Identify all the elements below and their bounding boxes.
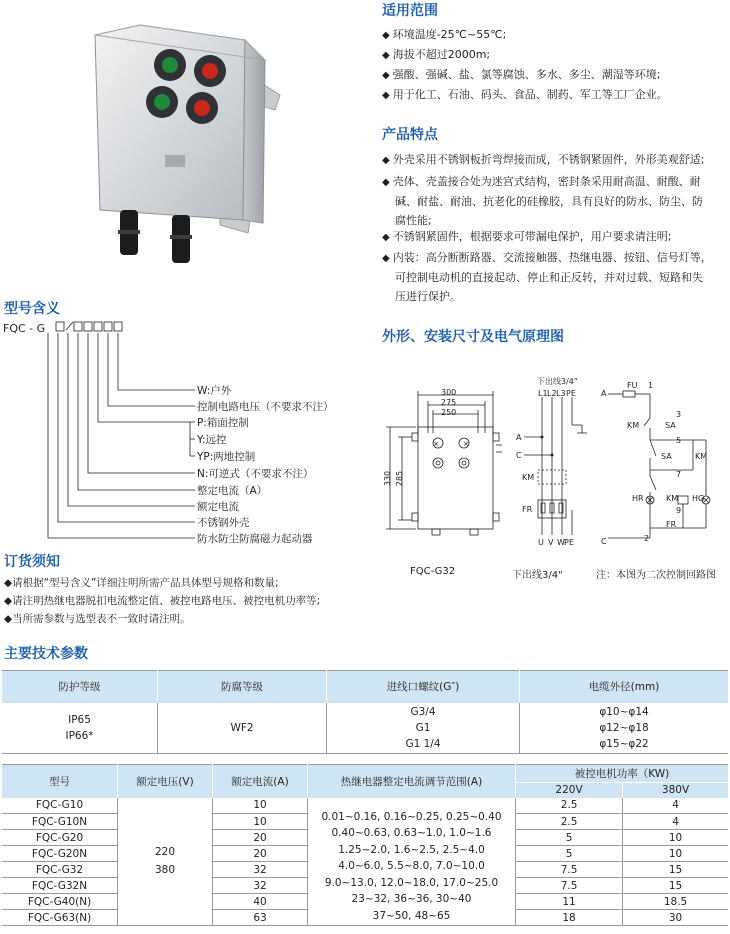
ctrl-label-km1: KM [627,421,640,430]
table-row [2,798,728,814]
td-power-220: 2.5 [516,798,623,814]
td-model: FQC-G32 [2,862,118,878]
td-power-220: 5 [516,830,623,846]
td-model: FQC-G40(N) [2,894,118,910]
dim-300: 300 [441,388,457,397]
ctrl-label-1: 1 [648,381,654,390]
product-photo [80,5,300,270]
ctrl-label-3: 3 [676,410,682,419]
td-power-380: 18.5 [623,894,728,910]
th-current: 额定电流(A) [213,765,308,798]
td-model: FQC-G10N [2,814,118,830]
wire-bottom-label: 下出线3/4" [512,570,563,581]
bullet-diamond-icon: ◆ [382,30,390,41]
ctrl-label-fu: FU [627,381,638,390]
main-label-a: A [516,433,522,442]
feature-item: ◆ 壳体、壳盖接合处为迷宫式结构，密封条采用耐高温、耐酸、耐 碱、耐盐、耐油、抗老化的硅橡胶，具有良好的防水、防尘、防 腐性能; [382,175,703,227]
ctrl-label-2: 2 [644,534,650,543]
main-label-fr: FR [522,505,533,514]
feature-item: ◆ 外壳采用不锈钢板折弯焊接而成，不锈钢紧固件，外形美观舒适; [382,153,705,166]
main-label-w: W [557,538,565,547]
model-label-p: P:箱面控制 [197,417,249,429]
range-value: 37~50, 48~65 [372,909,451,922]
dim-285: 285 [395,470,405,487]
spec-table-protection [2,670,728,754]
td-current: 10 [213,798,308,814]
model-label-starter: 防水防尘防腐磁力起动器 [197,533,313,545]
voltage-value: 380 [154,864,176,877]
td-power-380: 15 [623,878,728,894]
range-value: 4.0~6.0, 5.5~8.0, 7.0~10.0 [338,860,485,872]
td-power-220: 11 [516,894,623,910]
apply-range-item: ◆ 用于化工、石油、码头、食品、制药、军工等工厂企业。 [382,88,668,101]
td-model: FQC-G20N [2,846,118,862]
model-label-n: N:可逆式（不要求不注） [197,468,314,480]
td-thread: G3/4 G1 G1 1/4 [327,703,520,754]
drawing-title: 外形、安装尺寸及电气原理图 [382,329,564,345]
main-label-c: C [516,451,522,460]
main-label-l1: L1 [538,389,548,398]
th-thread: 进线口螺纹(G″) [327,671,520,703]
td-current: 40 [213,894,308,910]
range-value: 0.01~0.16, 0.16~0.25, 0.25~0.40 [321,810,502,823]
model-label-yp: YP:两地控制 [197,451,256,463]
ctrl-label-7: 7 [676,470,682,479]
dim-275: 275 [441,398,457,407]
model-label-y: Y:远控 [197,434,227,446]
td-voltage [118,798,213,926]
feature-item: ◆ 不锈钢紧固件，根据要求可带漏电保护，用户要求请注明; [382,230,672,243]
td-power-380: 10 [623,846,728,862]
spec-table-models [2,764,728,926]
th-380v: 380V [623,783,728,798]
td-power-220: 7.5 [516,878,623,894]
bullet-diamond-icon: ◆ [382,90,390,101]
feature-item: ◆ 内装：高分断断路器、交流接触器、热继电器、按钮、信号灯等， 可控制电动机的直接起动、停止和正反转，并对过载、短路和失 压进行保护。 [382,251,712,303]
order-note-item: ◆当所需参数与选型表不一致时请注明。 [4,613,191,625]
model-label-rated-current: 额定电流 [197,501,239,513]
bullet-diamond-icon: ◆ [382,50,390,61]
th-power: 被控电机功率（KW) [516,765,729,783]
tech-params-title: 主要技术参数 [4,646,88,662]
td-cable: φ10~φ14 φ12~φ18 φ15~φ22 [599,705,649,750]
dim-250: 250 [441,408,457,417]
td-current: 32 [213,862,308,878]
range-value: 23~32, 36~36, 30~40 [351,893,472,905]
main-label-v: V [548,538,554,547]
th-protection: 防护等级 [2,671,158,703]
td-model: FQC-G63(N) [2,910,118,926]
td-model: FQC-G10 [2,798,118,814]
td-model: FQC-G32N [2,878,118,894]
main-label-l3: L3 [556,389,566,398]
main-label-pe2: PE [564,538,574,547]
apply-range-item: ◆ 强酸、强碱、盐、氯等腐蚀、多水、多尘、潮湿等环境; [382,68,661,81]
apply-range-title: 适用范围 [382,3,438,19]
range-value: 1.25~2.0, 1.6~2.5, 2.5~4.0 [338,843,485,856]
ctrl-label-km2: KM [695,452,708,461]
td-power-380: 4 [623,814,728,830]
ctrl-label-fr: FR [666,520,677,529]
main-circuit-diagram [512,385,597,550]
svg-text:×: × [433,440,439,448]
dim-330: 330 [383,470,393,487]
model-label-set-current: 整定电流（A） [197,485,268,497]
model-meaning-title: 型号含义 [4,301,60,317]
model-tree-lines [0,320,200,545]
ctrl-label-c: C [601,537,607,546]
bullet-diamond-icon: ◆ [382,177,390,188]
range-value: 9.0~13.0, 12.0~18.0, 17.0~25.0 [324,876,499,889]
th-range: 热继电器整定电流调节范围(A) [308,765,516,798]
features-title: 产品特点 [382,127,438,143]
td-power-220: 18 [516,910,623,926]
control-circuit-diagram [598,378,728,550]
bullet-diamond-icon: ◆ [4,595,13,607]
td-range [308,798,516,926]
main-label-u: U [538,538,544,547]
main-label-km: KM [522,473,535,482]
ctrl-label-5: 5 [676,436,682,445]
bullet-diamond-icon: ◆ [382,155,390,166]
wire-top-label: 下出线3/4" [537,377,578,386]
voltage-value: 220 [154,846,176,859]
ctrl-label-sa1: SA [665,421,676,430]
td-power-380: 4 [623,798,728,814]
circuit-note: 注：本图为二次控制回路图 [596,570,716,581]
svg-text:×: × [463,440,469,448]
td-power-380: 15 [623,862,728,878]
th-cable: 电缆外径(mm) [520,671,729,703]
ctrl-label-9: 9 [676,506,682,515]
td-power-380: 30 [623,910,728,926]
th-voltage: 额定电压(V) [118,765,213,798]
td-current: 32 [213,878,308,894]
td-power-220: 5 [516,846,623,862]
td-current: 10 [213,814,308,830]
range-value: 0.40~0.63, 0.63~1.0, 1.0~1.6 [331,827,492,839]
bullet-diamond-icon: ◆ [382,70,390,81]
th-anticorrosion: 防腐等级 [158,671,327,703]
model-label-w: W:户外 [197,385,232,397]
bullet-diamond-icon: ◆ [4,577,13,589]
bullet-diamond-icon: ◆ [382,232,390,243]
ctrl-label-hg: HG [692,494,705,503]
bullet-diamond-icon: ◆ [382,253,390,264]
th-model: 型号 [2,765,118,798]
td-protection: IP65 IP66* [2,703,158,754]
td-anticorrosion: WF2 [158,703,327,754]
td-model: FQC-G20 [2,830,118,846]
model-code: FQC - G [3,322,46,335]
apply-range-item: ◆ 海拔不超过2000m; [382,48,491,61]
outline-caption: FQC-G32 [410,566,456,577]
td-current: 20 [213,830,308,846]
order-note-item: ◆请注明热继电器脱扣电流整定值、被控电路电压、被控电机功率等; [4,595,321,607]
ctrl-label-km3: KM [666,494,679,503]
td-current: 20 [213,846,308,862]
main-label-pe: PE [566,389,576,398]
ctrl-label-a: A [601,389,607,398]
order-notes-title: 订货须知 [4,554,60,570]
td-power-220: 2.5 [516,814,623,830]
model-label-voltage: 控制电路电压（不要求不注） [197,401,334,413]
order-note-item: ◆请根据“型号含义”详细注明所需产品具体型号规格和数量; [4,577,279,589]
model-label-shell: 不锈钢外壳 [197,517,250,529]
th-220v: 220V [516,783,623,798]
td-power-380: 10 [623,830,728,846]
td-power-220: 7.5 [516,862,623,878]
bullet-diamond-icon: ◆ [4,613,13,625]
ctrl-label-hr: HR [632,494,644,503]
td-current: 63 [213,910,308,926]
ctrl-label-sa2: SA [661,452,672,461]
main-label-l2: L2 [547,389,557,398]
apply-range-item: ◆ 环境温度-25℃~55℃; [382,28,507,41]
